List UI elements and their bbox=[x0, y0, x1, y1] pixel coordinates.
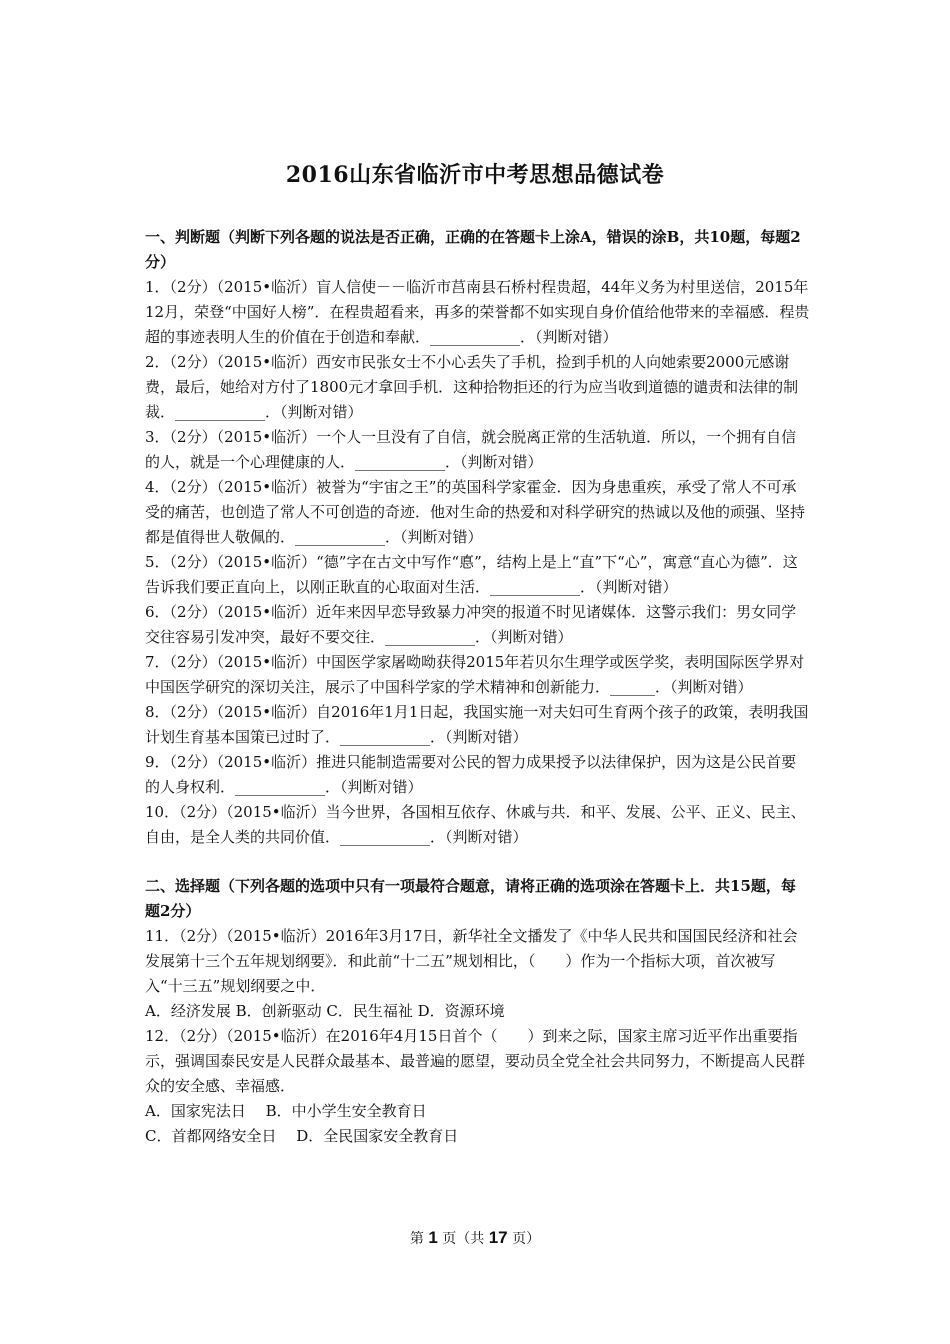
question-1: 1．（2分）（2015•临沂）盲人信使－－临沂市莒南县石桥村程贵超，44年义务为村里送信，2015年12月，荣登“中国好人榜”．在程贵超看来，再多的荣誉都不如实现自身价值给他带来的幸福感．程贵超的事迹表明人生的价值在于创造和奉献．____________．（判断对错） bbox=[145, 278, 810, 346]
question-9: 9．（2分）（2015•临沂）推进只能制造需要对公民的智力成果授予以法律保护，因为这是公民首要的人身权利．____________．（判断对错） bbox=[145, 753, 797, 796]
question-12: 12．（2分）（2015•临沂）在2016年4月15日首个（ ）到来之际，国家主席习近平作出重要指示，强调国泰民安是人民群众最基本、最普遍的愿望，要动员全党全社会共同努力，不断提高人民群众的安全感、幸福感． bbox=[145, 1027, 806, 1095]
question-10: 10．（2分）（2015•临沂）当今世界，各国相互依存、休戚与共．和平、发展、公平、正义、民主、自由，是全人类的共同价值．____________．（判断对错） bbox=[145, 803, 806, 846]
question-3: 3．（2分）（2015•临沂）一个人一旦没有了自信，就会脱离正常的生活轨道．所以，一个拥有自信的人，就是一个心理健康的人．____________．（判断对错） bbox=[145, 428, 797, 471]
footer-suffix: 页） bbox=[512, 1231, 541, 1247]
exam-content bbox=[145, 225, 810, 1149]
current-page-number: 1 bbox=[428, 1228, 438, 1247]
question-6: 6．（2分）（2015•临沂）近年来因早恋导致暴力冲突的报道不时见诸媒体．这警示我们：男女同学交往容易引发冲突，最好不要交往．____________．（判断对错） bbox=[145, 603, 797, 646]
question-11-options: A．经济发展 B．创新驱动 C．民生福祉 D．资源环境 bbox=[145, 1002, 505, 1020]
question-5: 5．（2分）（2015•临沂）“德”字在古文中写作“悳”，结构上是上“直”下“心”，寓意“直心为德”．这告诉我们要正直向上，以刚正耿直的心取面对生活．____________．（判断对错） bbox=[145, 553, 798, 596]
total-pages-number: 17 bbox=[488, 1228, 508, 1247]
section-2-heading: 二、选择题（下列各题的选项中只有一项最符合题意，请将正确的选项涂在答题卡上．共15题，每题2分） bbox=[145, 877, 796, 920]
page-footer bbox=[0, 1228, 950, 1248]
footer-middle: 页（共 bbox=[442, 1231, 485, 1247]
question-12-options-row-2: C．首都网络安全日 D．全民国家安全教育日 bbox=[145, 1127, 459, 1145]
question-12-options-row-1: A．国家宪法日 B．中小学生安全教育日 bbox=[145, 1102, 427, 1120]
footer-prefix: 第 bbox=[409, 1231, 424, 1247]
question-11: 11．（2分）（2015•临沂）2016年3月17日，新华社全文播发了《中华人民共和国国民经济和社会发展第十三个五年规划纲要》．和此前“十二五”规划相比，（ ）作为一个指标大项，首次被写入“十三五”规划纲要之中． bbox=[145, 927, 798, 995]
question-8: 8．（2分）（2015•临沂）自2016年1月1日起，我国实施一对夫妇可生育两个孩子的政策，表明我国计划生育基本国策已过时了．____________．（判断对错） bbox=[145, 703, 809, 746]
page-title: 2016山东省临沂市中考思想品德试卷 bbox=[285, 162, 665, 188]
section-1-heading: 一、判断题（判断下列各题的说法是否正确，正确的在答题卡上涂A，错误的涂B，共10题，每题2分） bbox=[145, 228, 801, 271]
question-2: 2．（2分）（2015•临沂）西安市民张女士不小心丢失了手机，捡到手机的人向她索要2000元感谢费，最后，她给对方付了1800元才拿回手机．这种拾物拒还的行为应当收到道德的谴责和法律的制裁．____________．（判断对错） bbox=[145, 353, 799, 421]
question-4: 4．（2分）（2015•临沂）被誉为“宇宙之王”的英国科学家霍金．因为身患重疾，承受了常人不可承受的痛苦，也创造了常人不可创造的奇迹．他对生命的热爱和对科学研究的热诚以及他的顽强、坚持都是值得世人敬佩的．____________．（判断对错） bbox=[145, 478, 806, 546]
question-7: 7．（2分）（2015•临沂）中国医学家屠呦呦获得2015年若贝尔生理学或医学奖，表明国际医学界对中国医学研究的深切关注，展示了中国科学家的学术精神和创新能力．______．（判断对错） bbox=[145, 653, 805, 696]
